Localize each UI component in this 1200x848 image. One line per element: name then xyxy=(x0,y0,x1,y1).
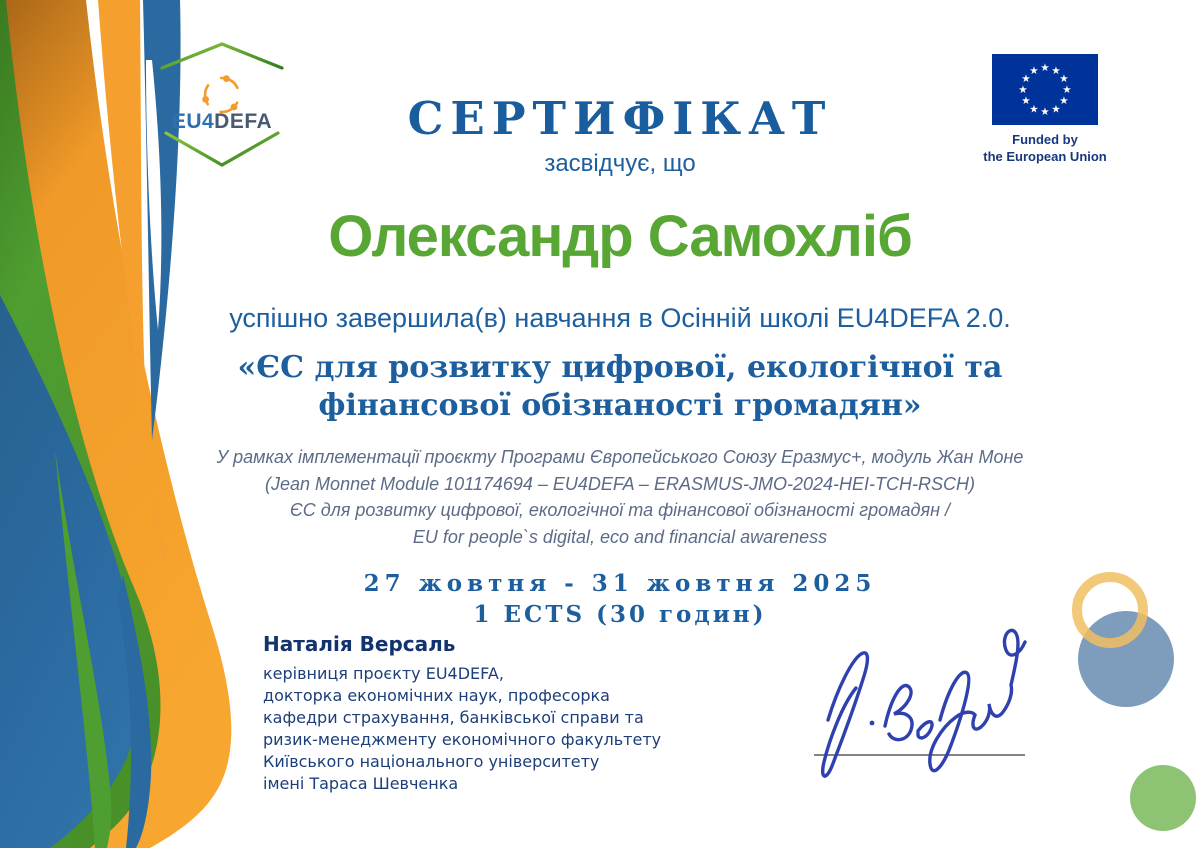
eu-star-icon: ★ xyxy=(1029,65,1039,78)
program-line: EU for people`s digital, eco and financial awareness xyxy=(412,526,828,547)
handwritten-signature xyxy=(782,592,1032,792)
certifies-subtitle: засвідчує, що xyxy=(544,150,696,177)
eu-star-icon: ★ xyxy=(1018,84,1028,97)
signatory-title-line: Київського національного університету xyxy=(263,752,600,771)
eu-star-icon: ★ xyxy=(1021,73,1031,86)
signatory-title-line: кафедри страхування, банківської справи та xyxy=(263,708,644,727)
recipient-name: Олександр Самохліб xyxy=(328,204,912,269)
signatory-title-line: імені Тараса Шевченка xyxy=(263,774,459,793)
eu-star-icon: ★ xyxy=(1040,106,1050,119)
eu-star-icon: ★ xyxy=(1051,65,1061,78)
course-title-line2: фінансової обізнаності громадян» xyxy=(318,388,922,423)
signatory-title-line: докторка економічних наук, професорка xyxy=(263,686,610,705)
eu-star-icon: ★ xyxy=(1059,95,1069,108)
signatory-name: Наталія Версаль xyxy=(263,632,456,656)
steel-blue-circle-icon xyxy=(1078,611,1174,707)
logo-eu4-text: EU4 xyxy=(171,110,215,133)
logo-diamond-top-icon xyxy=(162,44,282,68)
funded-by-line1: Funded by xyxy=(1012,132,1078,147)
signature-dot xyxy=(870,721,875,726)
program-line: ЄС для розвитку цифрової, екологічної та фінансової обізнаності громадян / xyxy=(289,500,951,520)
program-description xyxy=(180,444,1060,550)
eu-star-icon: ★ xyxy=(1029,103,1039,116)
eu-star-icon: ★ xyxy=(1062,84,1072,97)
signatory-titles xyxy=(263,663,661,795)
eu-star-icon: ★ xyxy=(1059,73,1069,86)
funded-by-label xyxy=(955,131,1135,165)
certificate-title: СЕРТИФІКАТ xyxy=(407,92,833,145)
logo-defa-text: DEFA xyxy=(214,110,273,133)
program-line: (Jean Monnet Module 101174694 – EU4DEFA – ERASMUS-JMO-2024-HEI-TCH-RSCH) xyxy=(265,473,975,494)
program-line: У рамках імплементації проєкту Програми Європейського Союзу Еразмус+, модуль Жан Моне xyxy=(216,447,1024,467)
soft-green-circle-icon xyxy=(1130,765,1196,831)
completion-text: успішно завершила(в) навчання в Осінній школі EU4DEFA 2.0. xyxy=(229,303,1011,333)
course-dates: 27 жовтня - 31 жовтня 2025 xyxy=(363,570,877,597)
funded-by-line2: the European Union xyxy=(983,149,1107,164)
eu-flag-icon xyxy=(992,54,1098,125)
course-title xyxy=(180,349,1060,425)
course-title-line1: «ЄС для розвитку цифрової, екологічної та xyxy=(237,350,1003,385)
eu-star-icon: ★ xyxy=(1021,95,1031,108)
eu-star-icon: ★ xyxy=(1040,62,1050,75)
ects-credits: 1 ECTS (30 годин) xyxy=(473,601,767,628)
eu-star-icon: ★ xyxy=(1051,103,1061,116)
signatory-title-line: ризик-менеджменту економічного факультету xyxy=(263,730,662,749)
signatory-title-line: керівниця проєкту EU4DEFA, xyxy=(263,664,504,683)
decorative-circles-icon xyxy=(1040,555,1200,848)
